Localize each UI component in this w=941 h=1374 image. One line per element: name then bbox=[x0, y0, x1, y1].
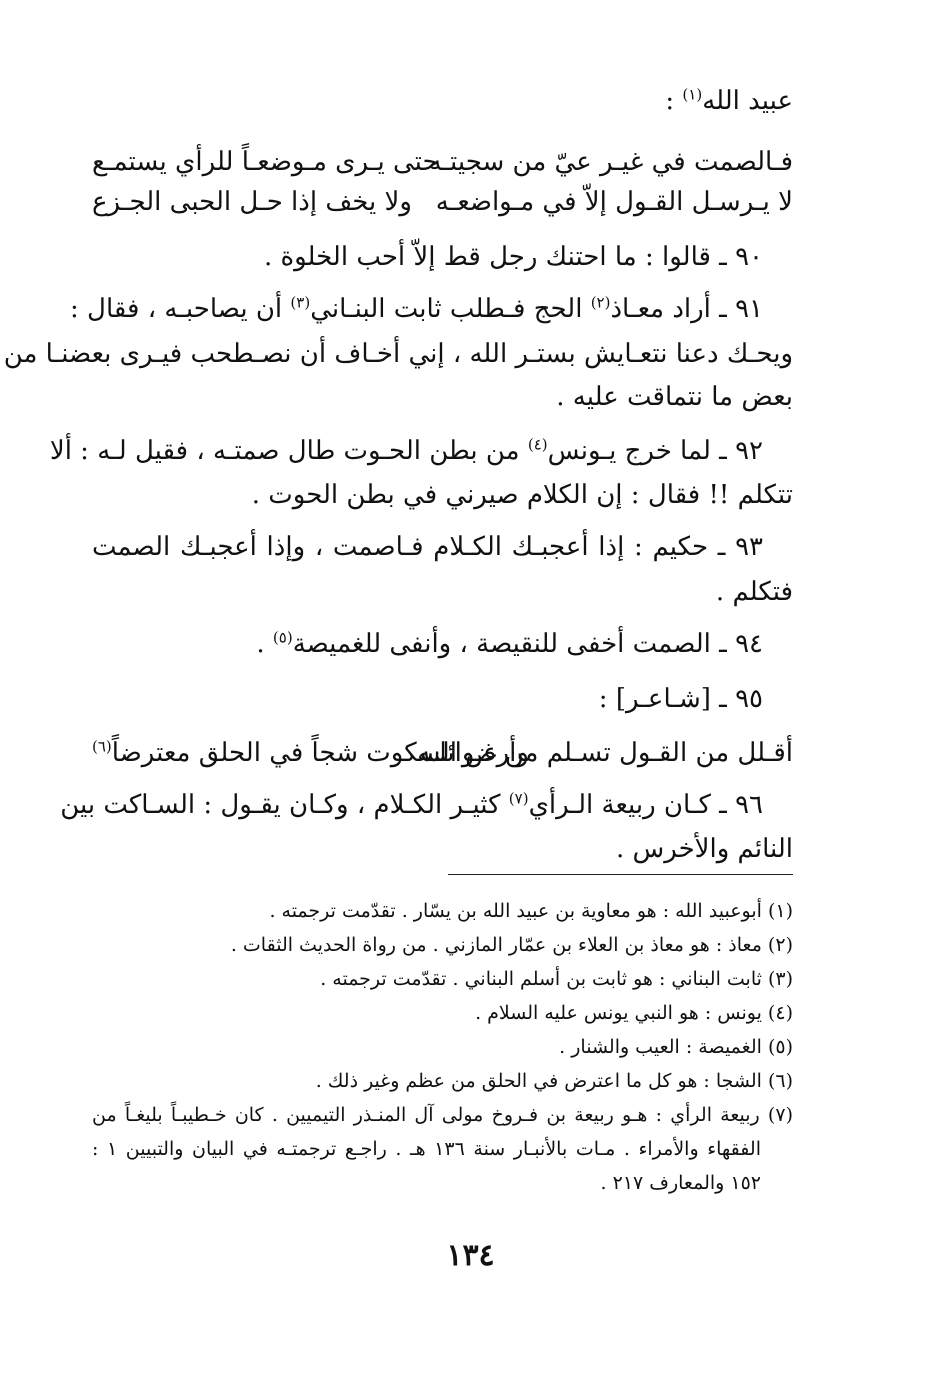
text-segment: . bbox=[256, 629, 273, 659]
footnote-4: (٤) يونس : هو النبي يونس عليه السلام . bbox=[475, 1002, 793, 1024]
text-segment: ٩١ ـ أراد معـاذ bbox=[610, 294, 763, 324]
paragraph-96-line-2: النائم والأخرس . bbox=[615, 834, 793, 864]
footnote-2: (٢) معاذ : هو معاذ بن العلاء بن عمّار المازني . من رواة الحديث الثقات . bbox=[230, 934, 793, 956]
text-segment: الحج فـطلب ثابت البنـاني bbox=[310, 294, 591, 324]
verse-line bbox=[92, 142, 793, 182]
footnote-separator bbox=[448, 874, 793, 875]
text-segment: ٩٤ ـ الصمت أخفى للنقيصة ، وأنفى للغميصة bbox=[292, 629, 763, 659]
text-segment: كثيـر الكـلام ، وكـان يقـول : السـاكت بين bbox=[60, 790, 509, 820]
paragraph-93-line-2: فتكلم . bbox=[715, 577, 793, 607]
hemistich-left: حتى يـرى مـوضعـاً للرأي يستمـع bbox=[92, 147, 439, 177]
footnote-ref: (٤) bbox=[527, 435, 548, 454]
footnote-ref: (٣) bbox=[290, 293, 311, 312]
footnote-ref: (٦) bbox=[92, 737, 112, 756]
footnote-3: (٣) ثابت البناني : هو ثابت بن أسلم البناني . تقدّمت ترجمته . bbox=[320, 968, 793, 990]
footnote-7-line-3: ١٥٢ والمعارف ٢١٧ . bbox=[600, 1172, 761, 1194]
paragraph-92-line-1 bbox=[49, 434, 763, 468]
footnote-7-line-2: الفقهاء والأمراء . مـات بالأنبـار سنة ١٣٦ هـ . راجـع ترجمتـه في البيان والتبيين ١ : bbox=[92, 1138, 761, 1160]
footnote-7-line-1: (٧) ربيعة الرأي : هـو ربيعة بن فـروخ مولى آل المنـذر التيميين . كان خـطيبـاً بليغـاً من bbox=[92, 1104, 793, 1126]
footnote-ref: (٢) bbox=[590, 293, 611, 312]
paragraph-94-line-1 bbox=[92, 627, 763, 661]
hemistich-left: ولا يخف إذا حـل الحبى الجـزع bbox=[92, 187, 412, 217]
intro-text: عبيد الله bbox=[702, 86, 793, 116]
text-segment: من بطن الحـوت طال صمتـه ، فقيل لـه : ألا bbox=[49, 436, 528, 466]
paragraph-95-line-1: ٩٥ ـ [شـاعـر] : bbox=[598, 684, 763, 714]
hemistich-left bbox=[92, 733, 529, 773]
paragraph-92-line-2: تتكلم !! فقال : إن الكلام صيرني في بطن الحوت . bbox=[251, 480, 793, 510]
paragraph-93-line-1: ٩٣ ـ حكيم : إذا أعجبـك الكـلام فـاصمت ، وإذا أعجبـك الصمت bbox=[92, 532, 763, 562]
paragraph-96-line-1 bbox=[60, 788, 763, 822]
text-segment: ٩٦ ـ كـان ربيعة الـرأي bbox=[528, 790, 763, 820]
verse-line bbox=[92, 182, 793, 222]
footnote-5: (٥) الغميصة : العيب والشنار . bbox=[559, 1036, 793, 1058]
intro-suffix: : bbox=[665, 86, 683, 116]
paragraph-90-line-1: ٩٠ ـ قالوا : ما احتنك رجل قط إلاّ أحب الخلوة . bbox=[263, 242, 763, 272]
hemistich-right: أقـلل من القـول تسـلم من غـوائلـه bbox=[417, 738, 793, 768]
paragraph-91-line-2: ويحـك دعنا نتعـايش بستـر الله ، إني أخـاف أن نصـطحب فيـرى بعضنـا من bbox=[3, 339, 793, 369]
hemistich-right: لا يـرسـل القـول إلاّ في مـواضعـه bbox=[435, 187, 793, 217]
intro-line bbox=[92, 84, 793, 118]
paragraph-91-line-3: بعض ما نتماقت عليه . bbox=[556, 382, 793, 412]
footnote-ref: (١) bbox=[682, 85, 703, 104]
footnote-1: (١) أبوعبيد الله : هو معاوية بن عبيد الله بن يسّار . تقدّمت ترجمته . bbox=[269, 900, 793, 922]
verse-line bbox=[92, 733, 793, 773]
paragraph-91-line-1 bbox=[70, 292, 763, 326]
footnote-ref: (٧) bbox=[508, 789, 529, 808]
text-segment: وأرض السكوت شجاً في الحلق معترضاً bbox=[111, 738, 529, 768]
footnote-ref: (٥) bbox=[272, 628, 293, 647]
footnote-6: (٦) الشجا : هو كل ما اعترض في الحلق من عظم وغير ذلك . bbox=[315, 1070, 793, 1092]
text-segment: أن يصاحبـه ، فقال : bbox=[70, 294, 291, 324]
text-segment: ٩٢ ـ لما خرج يـونس bbox=[547, 436, 763, 466]
page-number: ١٣٤ bbox=[446, 1238, 495, 1273]
hemistich-right: فـالصمت في غيـر عيّ من سجيتـه bbox=[428, 147, 793, 177]
